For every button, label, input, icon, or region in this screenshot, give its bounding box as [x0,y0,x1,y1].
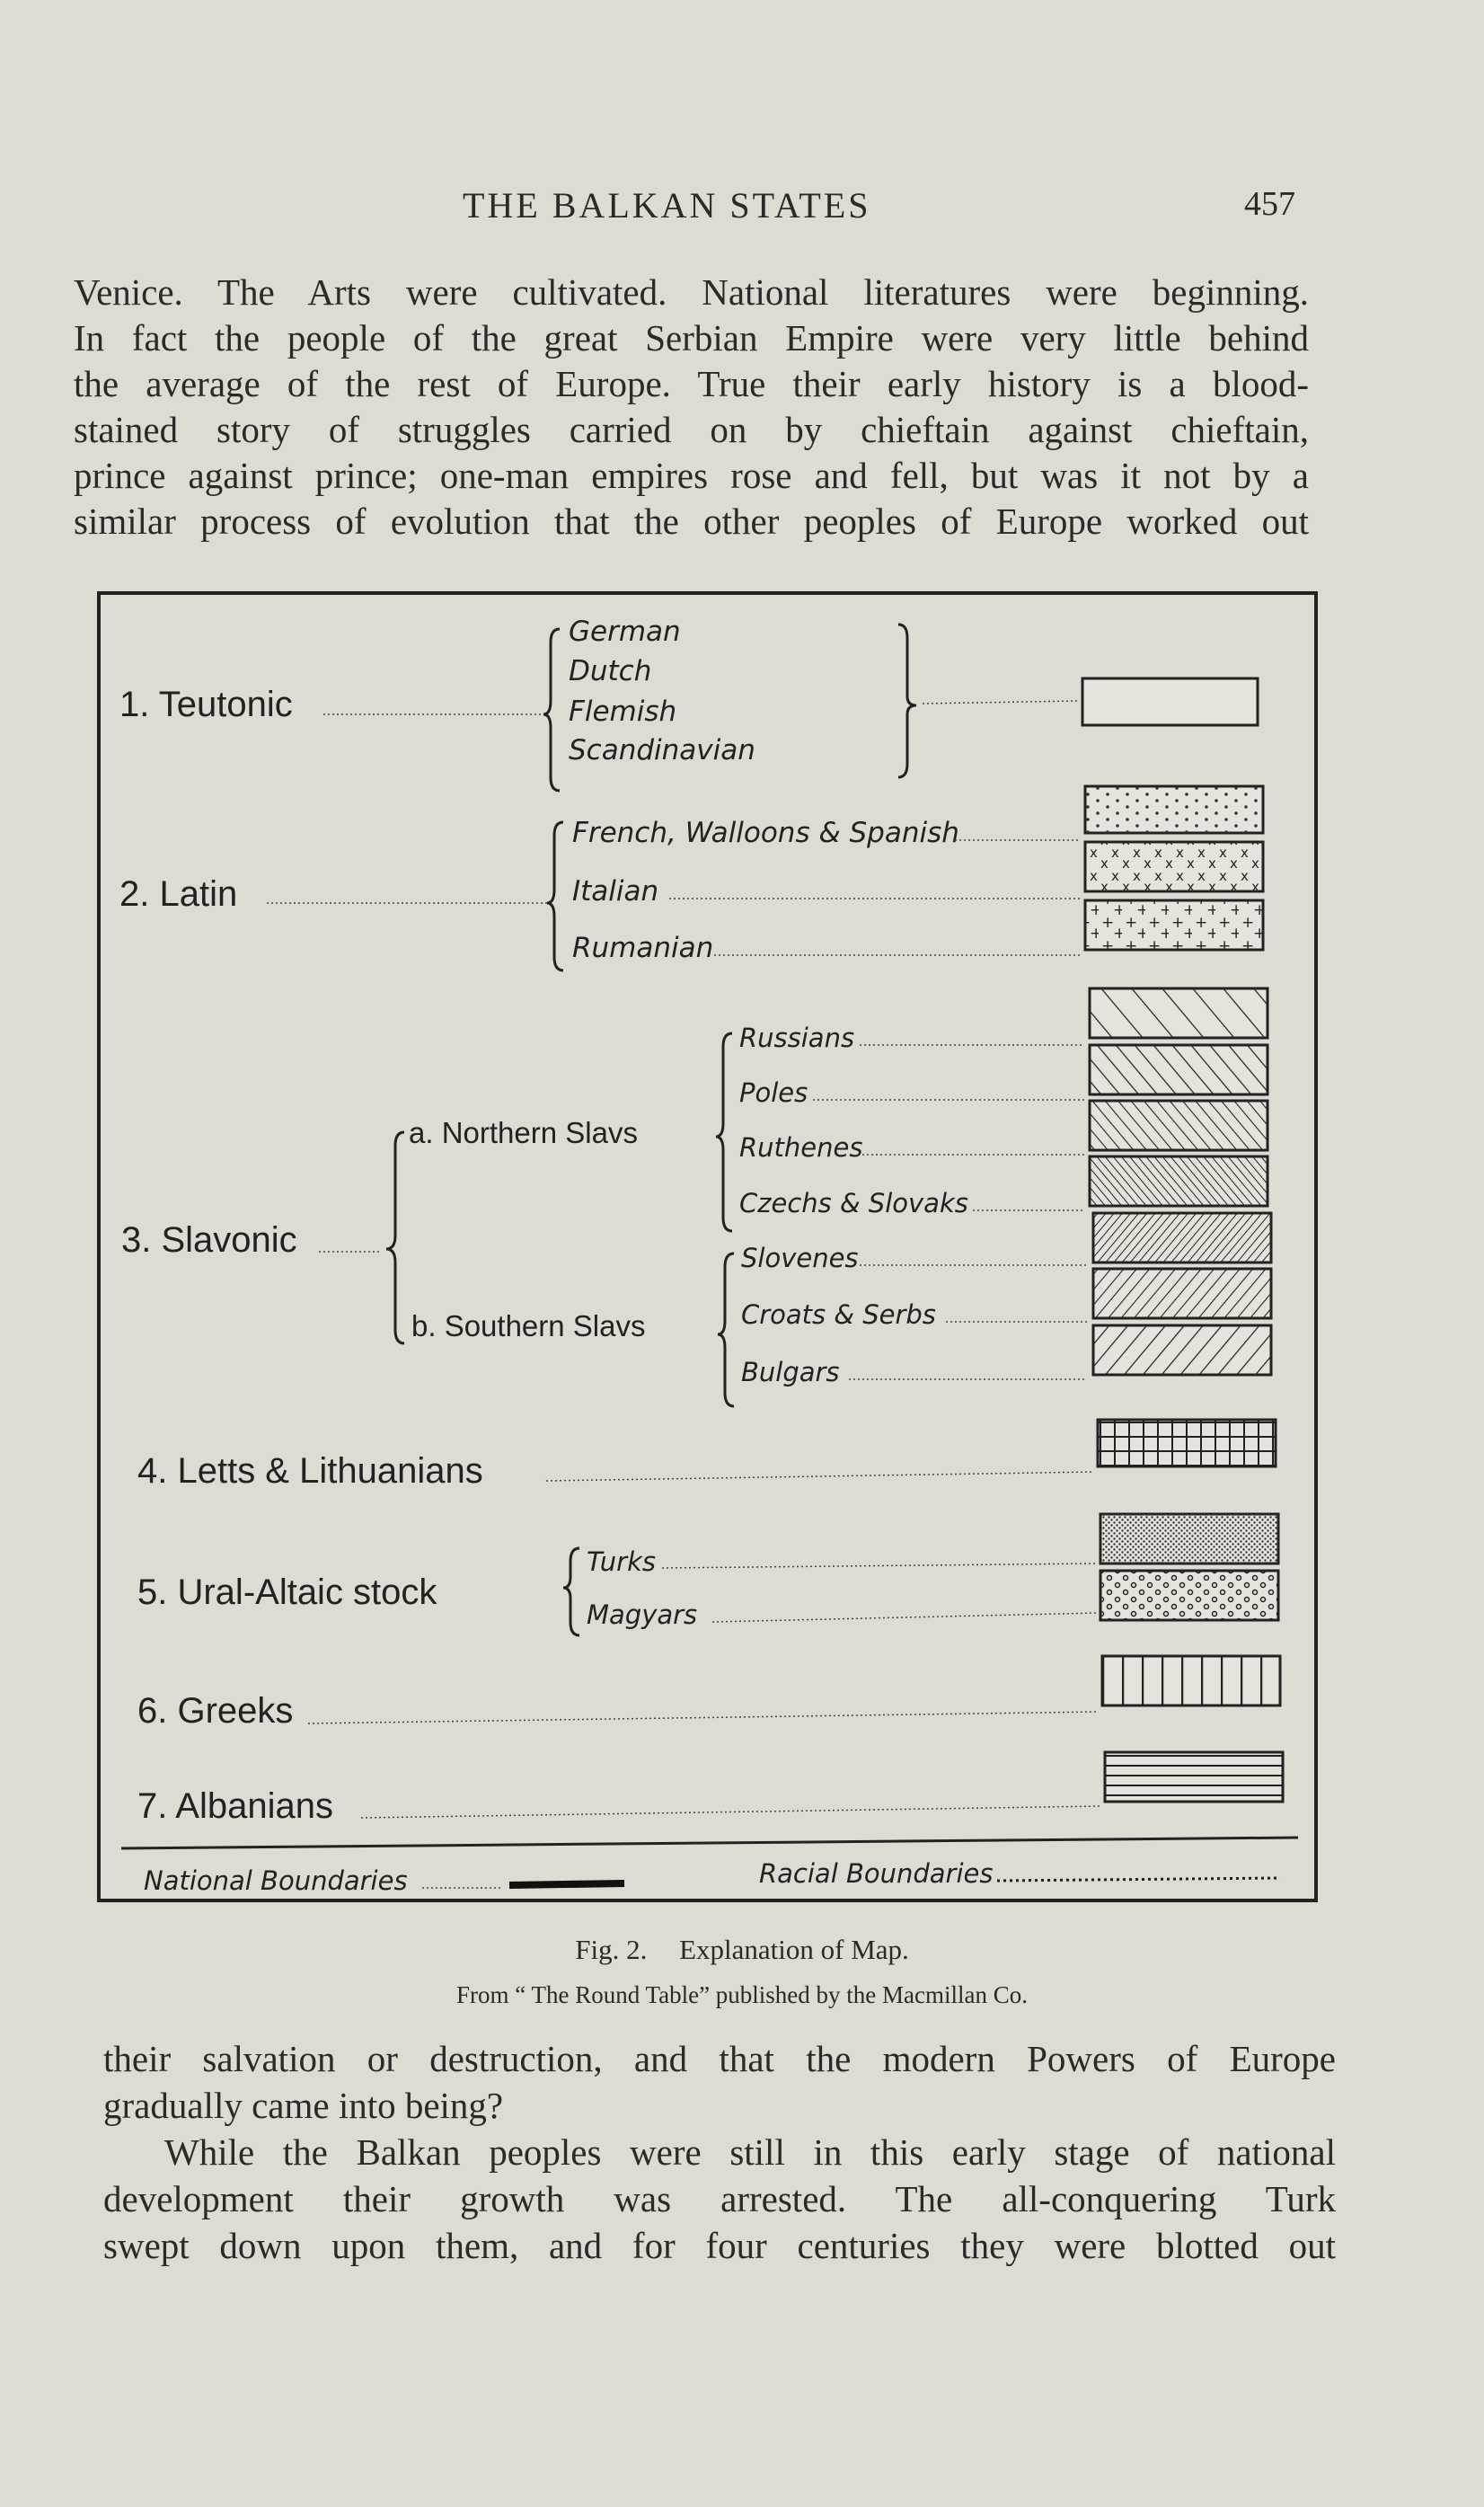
group-label-greeks: 6. Greeks [137,1691,294,1731]
group-label-teutonic: 1. Teutonic [119,685,293,724]
subgroup-southern: b. Southern Slavs [411,1309,646,1342]
item-french: French, Walloons & Spanish [572,817,959,849]
text-line: While the Balkan peoples were still in this early stage of national [164,2131,1336,2173]
paragraph-top [74,270,1309,545]
item-russians: Russians [739,1023,855,1053]
group-label-albanians: 7. Albanians [137,1786,333,1826]
right-brace [898,625,916,777]
swatch-fill [1085,900,1263,950]
item-flemish: Flemish [569,695,677,728]
leader-line [361,1806,1100,1818]
text-line: the average of the rest of Europe. True their early history is a blood- [74,363,1309,404]
group-label-ural: 5. Ural-Altaic stock [137,1572,437,1612]
left-brace [716,1033,732,1231]
item-magyars: Magyars [587,1599,698,1630]
text-line: their salvation or destruction, and that the modern Powers of Europe [103,2038,1336,2079]
swatch-fill [1090,1101,1268,1150]
item-czechs: Czechs & Slovaks [739,1188,968,1218]
item-scandinavian: Scandinavian [569,734,755,766]
text-line: swept down upon them, and for four centuries they were blotted out [103,2225,1336,2266]
text-line: prince against prince; one-man empires rose and fell, but was it not by a [74,455,1309,496]
item-croats: Croats & Serbs [741,1299,936,1330]
leader-line [923,701,1078,704]
swatch-fill [1090,988,1268,1038]
swatch-fill [1093,1269,1271,1318]
item-turks: Turks [587,1546,657,1577]
left-brace [386,1132,404,1343]
leader-line [546,1472,1093,1481]
text-line: stained story of struggles carried on by chieftain against chieftain, [74,409,1309,450]
item-italian: Italian [572,875,659,908]
left-brace [547,822,563,970]
swatch-fill [1090,1045,1268,1094]
text-line: In fact the people of the great Serbian Empire were very little behind [74,317,1309,359]
swatch-fill [1093,1325,1271,1375]
map-key-diagram [94,589,1321,1909]
left-brace [718,1254,734,1406]
swatch-teutonic [1082,678,1258,725]
group-label-latin: 2. Latin [119,874,238,914]
figure-source: From “ The Round Table” published by the Macmillan Co. [455,1981,1029,2008]
leader-line [712,1613,1096,1622]
running-head: THE BALKAN STATES [463,185,871,226]
swatch-fill [1085,786,1263,833]
swatch-fill [1102,1656,1280,1705]
item-slovenes: Slovenes [741,1243,859,1273]
text-line: development their growth was arrested. The all-conquering Turk [103,2178,1336,2219]
item-german: German [569,616,681,648]
group-label-slavonic: 3. Slavonic [121,1220,297,1260]
text-line: similar process of evolution that the other peoples of Europe worked out [74,501,1309,542]
left-brace [543,629,560,791]
paragraph-bottom [103,2035,1336,2269]
item-dutch: Dutch [569,655,652,687]
legend-national-label: National Boundaries [144,1865,408,1896]
swatch-fill [1098,1420,1276,1466]
item-poles: Poles [739,1077,808,1108]
figure-caption [0,1934,1484,1966]
swatch-fill [1093,1213,1271,1262]
swatch-fill [1085,842,1263,891]
item-rumanian: Rumanian [572,932,714,964]
item-ruthenes: Ruthenes [739,1132,863,1163]
page-number: 457 [1244,185,1295,223]
figure-title: Explanation of Map. [679,1934,909,1965]
swatch-fill [1090,1156,1268,1206]
leader-line [308,1712,1098,1723]
legend-divider [121,1838,1298,1848]
text-line: gradually came into being? [103,2085,504,2126]
swatch-fill [1100,1514,1278,1564]
group-label-letts: 4. Letts & Lithuanians [137,1451,483,1491]
national-boundary-sample [509,1883,624,1885]
legend-racial-label: Racial Boundaries [759,1858,994,1889]
figure-number: Fig. 2. [575,1934,648,1965]
left-brace [563,1548,579,1635]
swatch-fill [1100,1571,1278,1620]
text-line: Venice. The Arts were cultivated. National literatures were beginning. [74,271,1309,313]
subgroup-northern: a. Northern Slavs [409,1116,638,1149]
figure-map-key [94,589,1321,1909]
leader-line [662,1564,1096,1568]
item-bulgars: Bulgars [741,1357,840,1387]
racial-boundary-sample [997,1878,1280,1881]
swatch-fill [1105,1752,1283,1802]
